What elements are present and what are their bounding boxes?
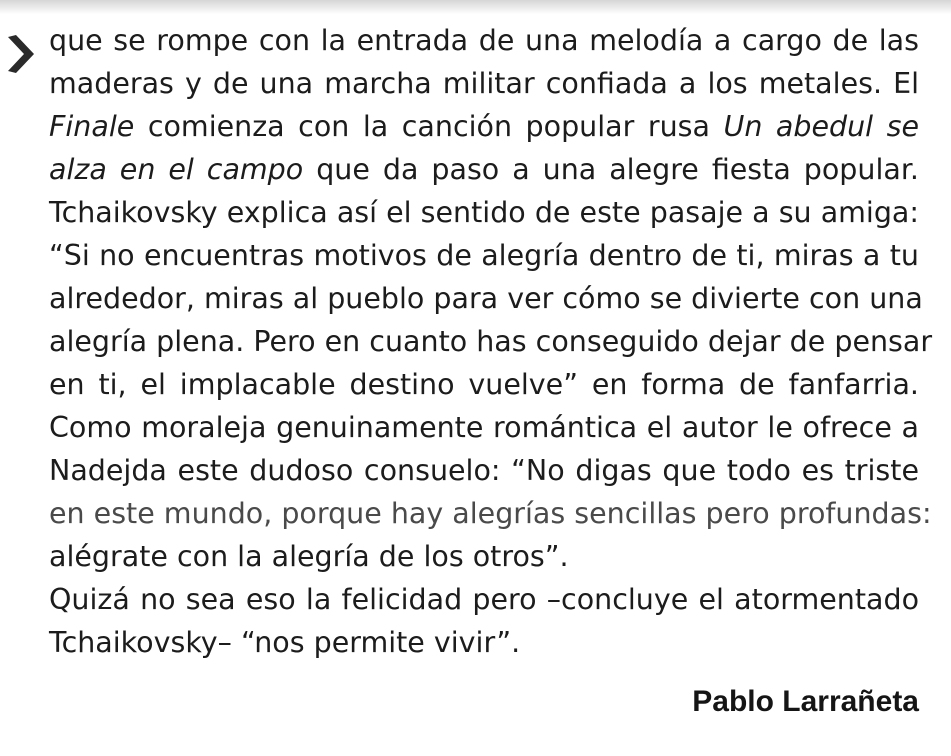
text-run: maderas y de una marcha militar confiada a los metales. El [49,67,919,100]
text-line [49,62,919,105]
chevron-right-icon [6,34,36,74]
text-run: alégrate con la alegría de los otros”. [49,540,569,573]
text-line [49,449,919,492]
text-run: en este mundo, porque hay alegrías sencillas pero profundas: [49,497,932,530]
top-edge-shadow [0,0,951,14]
text-line [49,363,919,406]
body-text [49,19,933,664]
text-run: Quizá no sea eso la felicidad pero –concluye el atormentado [49,583,919,616]
text-line [49,277,923,320]
text-line [49,234,919,277]
text-line [49,578,919,621]
text-line [49,105,919,148]
text-run: Tchaikovsky– “nos permite vivir”. [49,626,521,659]
text-line [49,148,919,191]
text-line [49,621,919,664]
text-run: que da paso a una alegre fiesta popular. [303,153,919,186]
italic-title: Un abedul se [723,110,919,143]
text-run: Tchaikovsky explica así el sentido de este pasaje a su amiga: [49,196,919,229]
text-line [49,320,933,363]
text-line [49,19,919,62]
text-line [49,406,919,449]
text-line [49,191,919,234]
text-run: comienza con la canción popular rusa [134,110,724,143]
text-run: Nadejda este dudoso consuelo: “No digas que todo es triste [49,454,919,487]
text-run: “Si no encuentras motivos de alegría dentro de ti, miras a tu [49,239,919,272]
text-line [49,535,919,578]
text-line [49,492,932,535]
author-signature: Pablo Larrañeta [692,685,919,718]
text-run: que se rompe con la entrada de una melodía a cargo de las [49,24,919,57]
text-run: alegría plena. Pero en cuanto has conseguido dejar de pensar [49,325,933,358]
text-run: en ti, el implacable destino vuelve” en forma de fanfarria. [49,368,919,401]
text-run: Como moraleja genuinamente romántica el autor le ofrece a [49,411,919,444]
text-run: alrededor, miras al pueblo para ver cómo se divierte con una [49,282,923,315]
italic-title: Finale [49,110,135,143]
italic-title: alza en el campo [49,153,304,186]
